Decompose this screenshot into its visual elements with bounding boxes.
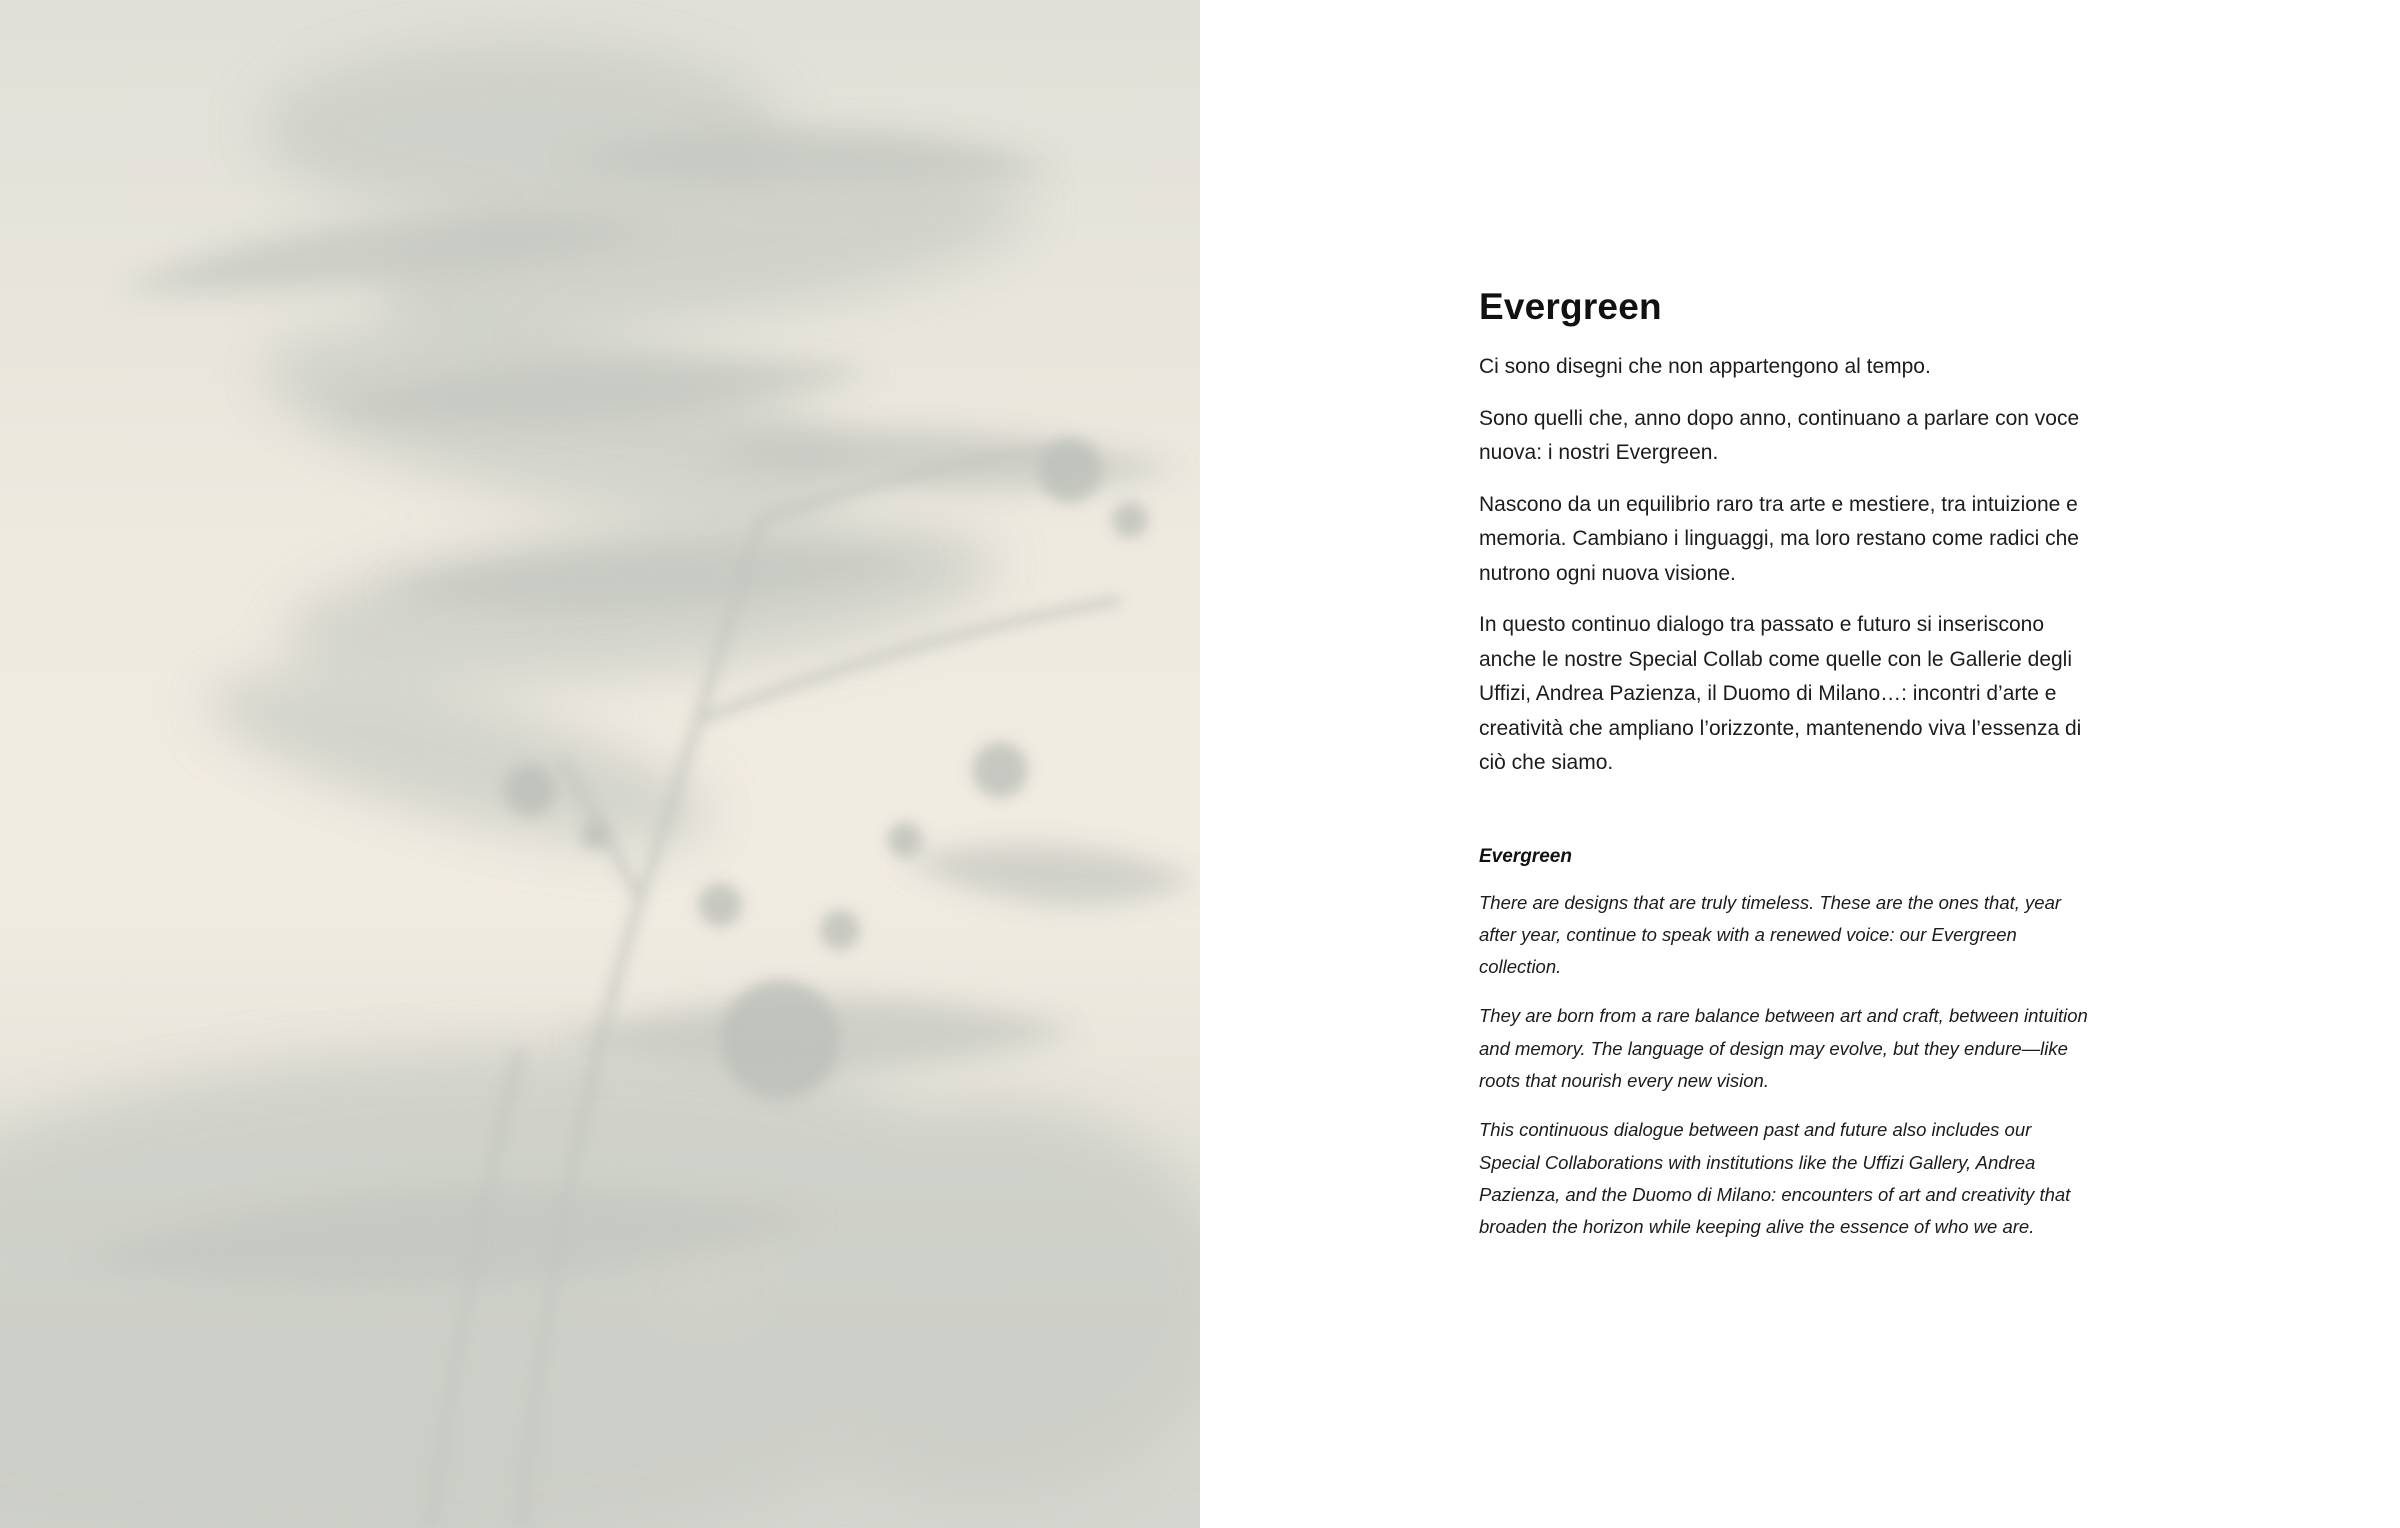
english-paragraph-3: This continuous dialogue between past and future also includes our Special Collaborations with institutions like the Uffizi Gallery, Andrea Pazienza, and the Duomo di Milano: encounters of art and creativity that broaden the horizon while keeping alive the essence of who we are. (1479, 1119, 2071, 1238)
text-panel (1200, 0, 2400, 1528)
english-paragraph-1: There are designs that are truly timeless. These are the ones that, year after year, continue to speak with a renewed voice: our Evergreen collection. (1479, 891, 2062, 978)
italian-paragraph-4: In questo continuo dialogo tra passato e futuro si inseriscono anche le nostre Special Collab come quelle con le Gallerie degli Uffizi, Andrea Pazienza, il Duomo di Milano…: incontri d’arte e creatività che ampliano l’orizzonte, mantenendo viva l’essenza di ciò che siamo. (1479, 613, 2082, 774)
italian-paragraph-1: Ci sono disegni che non appartengono al tempo. (1479, 355, 1931, 378)
english-section (1479, 843, 2091, 1244)
english-title: Evergreen (1479, 845, 1572, 867)
english-paragraph-2: They are born from a rare balance between art and craft, between intuition and memory. The language of design may evolve, but they endure—like roots that nourish every new vision. (1479, 1005, 2088, 1091)
italian-paragraph-3: Nascono da un equilibrio raro tra arte e mestiere, tra intuizione e memoria. Cambiano i linguaggi, ma loro restano come radici che nutrono ogni nuova visione. (1479, 492, 2079, 585)
text-content (1479, 282, 2091, 1260)
italian-paragraph-2: Sono quelli che, anno dopo anno, continuano a parlare con voce nuova: i nostri Evergreen. (1479, 406, 2080, 464)
italian-title: Evergreen (1479, 286, 1662, 327)
